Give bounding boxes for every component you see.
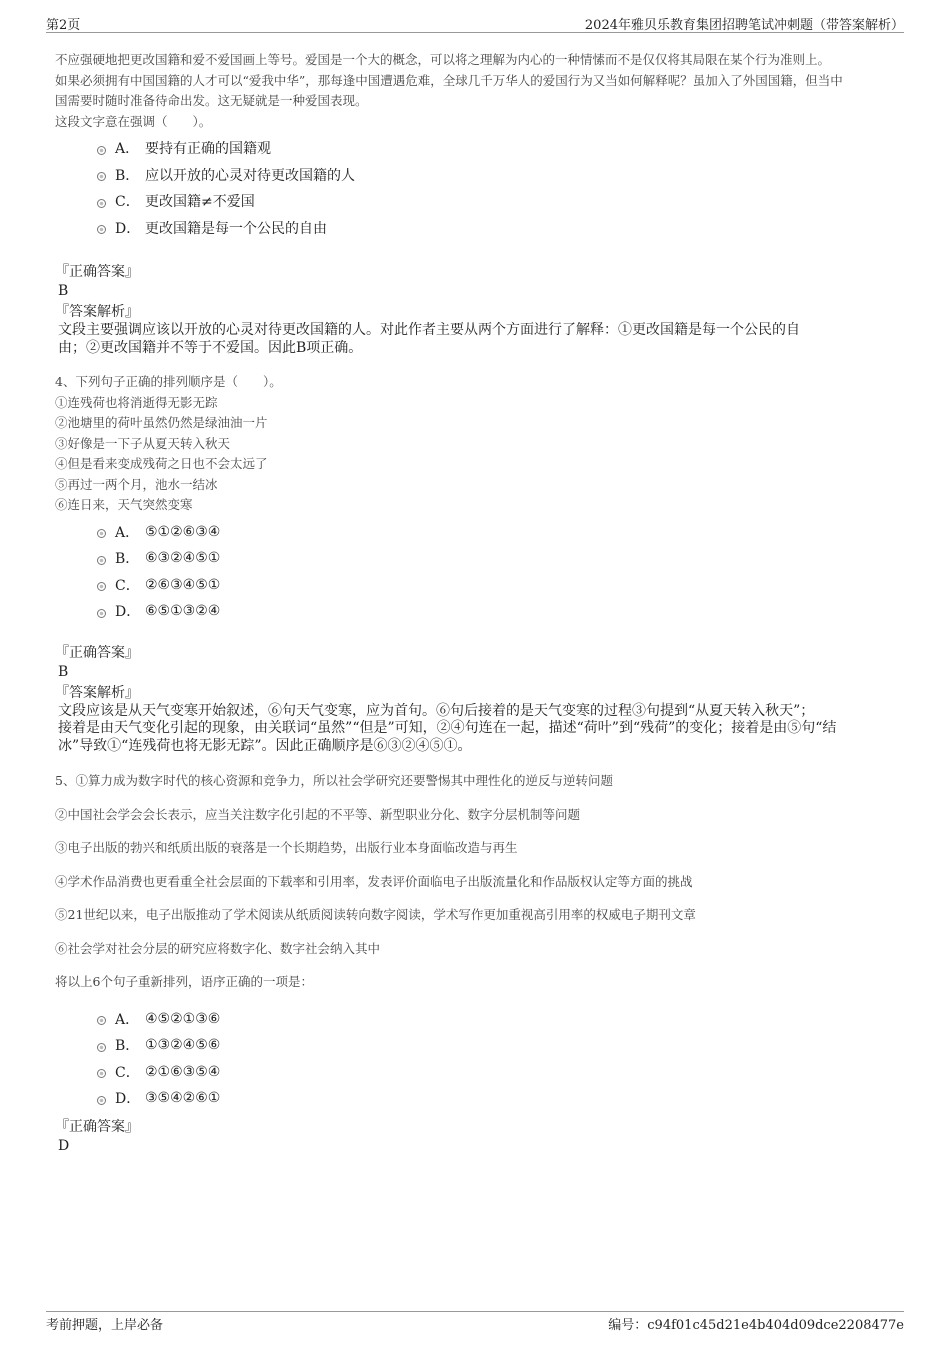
sentence-item: ⑤再过一两个月，池水一结冰 (55, 476, 218, 492)
radio-icon[interactable] (97, 529, 106, 538)
question-prompt: 这段文字意在强调（ ）。 (55, 113, 212, 129)
option-letter: B． (115, 1038, 140, 1055)
answer-value: B (58, 663, 69, 680)
radio-icon[interactable] (97, 609, 106, 618)
sentence-item: ③好像是一下子从夏天转入秋天 (55, 435, 231, 451)
radio-icon[interactable] (97, 172, 106, 181)
answer-heading: 『正确答案』 (55, 644, 139, 661)
footer-slogan: 考前押题，上岸必备 (46, 1318, 164, 1333)
option-b[interactable] (97, 1032, 905, 1059)
page-footer (46, 1311, 904, 1333)
option-letter: B． (115, 167, 140, 184)
sentence-item: 5、①算力成为数字时代的核心资源和竞争力，所以社会学研究还要警惕其中理性化的逆反与逆转问题 (55, 773, 613, 788)
explanation-text: 由；②更改国籍并不等于不爱国。因此B项正确。 (58, 339, 363, 356)
answer-heading: 『正确答案』 (55, 1118, 139, 1135)
option-a[interactable] (97, 135, 905, 162)
option-d[interactable] (97, 215, 905, 242)
question-4 (55, 372, 905, 755)
radio-icon[interactable] (97, 146, 106, 155)
option-letter: A． (115, 141, 140, 158)
option-letter: B． (115, 551, 140, 568)
sentence-item: ②中国社会学会会长表示，应当关注数字化引起的不平等、新型职业分化、数字分层机制等问题 (55, 806, 581, 822)
answer-value: B (58, 283, 69, 299)
radio-icon[interactable] (97, 199, 106, 208)
option-c[interactable] (97, 1059, 905, 1086)
option-text: ①③②④⑤⑥ (145, 1037, 221, 1054)
sentence-item: ③电子出版的勃兴和纸质出版的衰落是一个长期趋势，出版行业本身面临改造与再生 (55, 840, 518, 855)
radio-icon[interactable] (97, 1096, 106, 1105)
option-list (97, 519, 905, 625)
question-text: 不应强硬地把更改国籍和爱不爱国画上等号。爱国是一个大的概念，可以将之理解为内心的一种情愫而不是仅仅将其局限在某个行为准则上。 (55, 52, 831, 67)
explanation-text: 文段应该是从天气变寒开始叙述，⑥句天气变寒，应为首句。⑥句后接着的是天气变寒的过程③句提到“从夏天转入秋天”； (58, 702, 815, 719)
option-text: ⑥⑤①③②④ (145, 603, 221, 620)
option-letter: A． (115, 1011, 140, 1028)
explanation-heading: 『答案解析』 (55, 304, 139, 320)
question-3 (55, 50, 905, 357)
question-5 (55, 771, 905, 1156)
page-content (55, 50, 905, 1156)
option-c[interactable] (97, 572, 905, 599)
sentence-item: ②池塘里的荷叶虽然仍然是绿油油一片 (55, 415, 268, 430)
option-letter: C． (115, 1064, 140, 1081)
option-letter: A． (115, 524, 140, 541)
option-text: 更改国籍≠不爱国 (145, 194, 255, 211)
sentence-item: ⑥连日来，天气突然变寒 (55, 497, 193, 512)
question-prompt: 4、下列句子正确的排列顺序是（ ）。 (55, 374, 282, 389)
sentence-item: ⑤21世纪以来，电子出版推动了学术阅读从纸质阅读转向数字阅读，学术写作更加重视高引用率的权威电子期刊文章 (55, 907, 696, 922)
explanation-text: 接着是由天气变化引起的现象，由关联词“虽然”“但是”可知，②④句连在一起，描述“荷叶”到“残荷”的变化；接着是由⑤句“结 (58, 720, 837, 736)
option-text: 更改国籍是每一个公民的自由 (145, 220, 327, 237)
option-d[interactable] (97, 598, 905, 625)
explanation-heading: 『答案解析』 (55, 684, 139, 701)
option-letter: D． (115, 220, 141, 237)
option-text: 要持有正确的国籍观 (145, 141, 271, 158)
radio-icon[interactable] (97, 582, 106, 591)
sentence-item: ④学术作品消费也更看重全社会层面的下载率和引用率，发表评价面临电子出版流量化和作品版权认定等方面的挑战 (55, 873, 693, 889)
option-letter: D． (115, 1091, 141, 1108)
explanation-text: 冰”导致①“连残荷也将无影无踪”。因此正确顺序是⑥③②④⑤①。 (58, 737, 472, 754)
question-text: 国需要时随时准备待命出发。这无疑就是一种爱国表现。 (55, 93, 368, 108)
radio-icon[interactable] (97, 225, 106, 234)
option-text: ⑤①②⑥③④ (145, 523, 221, 540)
sentence-item: ④但是看来变成残荷之日也不会太远了 (55, 456, 268, 471)
radio-icon[interactable] (97, 1069, 106, 1078)
radio-icon[interactable] (97, 556, 106, 565)
page-header (46, 14, 904, 33)
question-text: 如果必须拥有中国国籍的人才可以“爱我中华”，那每逢中国遭遇危难，全球几千万华人的爱国行为又当如何解释呢？虽加入了外国国籍，但当中 (55, 72, 843, 88)
document-title: 2024年雅贝乐教育集团招聘笔试冲刺题（带答案解析） (584, 18, 904, 33)
option-letter: C． (115, 577, 140, 594)
option-text: ③⑤④②⑥① (145, 1090, 221, 1107)
option-d[interactable] (97, 1085, 905, 1112)
option-letter: C． (115, 194, 140, 211)
radio-icon[interactable] (97, 1016, 106, 1025)
option-text: ⑥③②④⑤① (145, 550, 221, 567)
option-list (97, 135, 905, 241)
page-number: 第2页 (46, 18, 81, 33)
answer-value: D (58, 1137, 70, 1154)
option-text: ④⑤②①③⑥ (145, 1010, 221, 1027)
sentence-item: ①连残荷也将消逝得无影无踪 (55, 394, 218, 410)
explanation-text: 文段主要强调应该以开放的心灵对待更改国籍的人。对此作者主要从两个方面进行了解释：①更改国籍是每一个公民的自 (58, 322, 800, 338)
option-letter: D． (115, 604, 141, 621)
option-a[interactable] (97, 519, 905, 546)
option-b[interactable] (97, 545, 905, 572)
option-a[interactable] (97, 1006, 905, 1033)
option-list (97, 1006, 905, 1112)
document-id: 编号：c94f01c45d21e4b404d09dce2208477e (608, 1318, 904, 1333)
radio-icon[interactable] (97, 1043, 106, 1052)
question-prompt: 将以上6个句子重新排列，语序正确的一项是： (55, 974, 313, 989)
option-text: ②①⑥③⑤④ (145, 1063, 221, 1080)
option-text: 应以开放的心灵对待更改国籍的人 (145, 167, 355, 184)
option-text: ②⑥③④⑤① (145, 576, 221, 593)
answer-heading: 『正确答案』 (55, 264, 139, 280)
option-c[interactable] (97, 188, 905, 215)
option-b[interactable] (97, 162, 905, 189)
sentence-item: ⑥社会学对社会分层的研究应将数字化、数字社会纳入其中 (55, 940, 381, 956)
